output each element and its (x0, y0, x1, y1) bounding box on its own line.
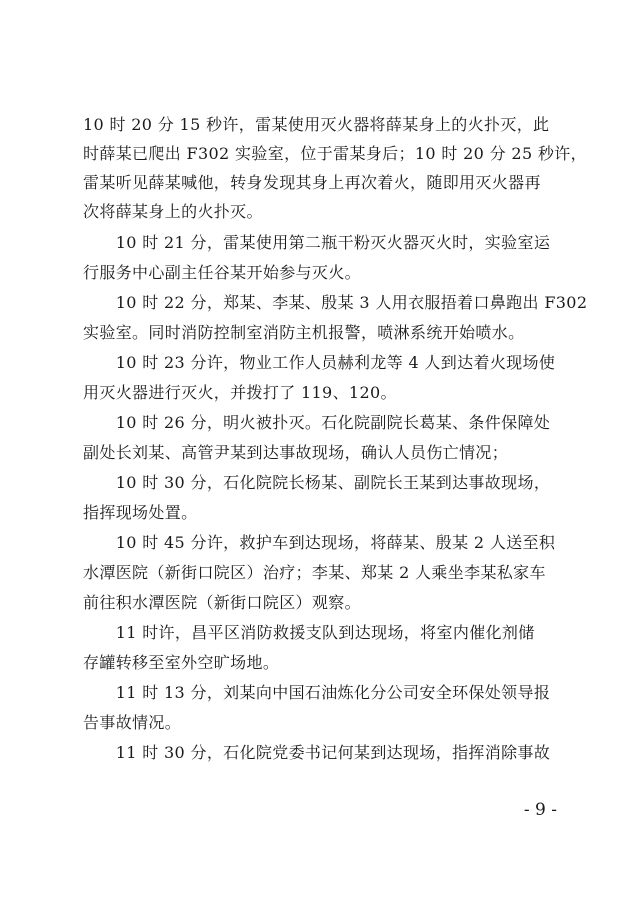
text-line-7: 10 时 22 分，郑某、李某、殷某 3 人用衣服捂着口鼻跑出 F302 (83, 293, 588, 312)
text-line-22: 11 时 30 分，石化院党委书记何某到达现场，指挥消除事故 (83, 743, 551, 762)
text-line-20: 11 时 13 分，刘某向中国石油炼化分公司安全环保处领导报 (83, 683, 551, 702)
text-line-14: 指挥现场处置。 (83, 503, 198, 522)
text-line-18: 11 时许，昌平区消防救援支队到达现场，将室内催化剂储 (83, 623, 535, 642)
text-line-8: 实验室。同时消防控制室消防主机报警，喷淋系统开始喷水。 (83, 323, 525, 342)
text-line-11: 10 时 26 分，明火被扑灭。石化院副院长葛某、条件保障处 (83, 413, 551, 432)
text-line-13: 10 时 30 分，石化院院长杨某、副院长王某到达事故现场， (83, 473, 551, 492)
text-line-12: 副处长刘某、高管尹某到达事故现场，确认人员伤亡情况； (83, 443, 509, 462)
text-line-16: 水潭医院（新街口院区）治疗；李某、郑某 2 人乘坐李某私家车 (83, 563, 546, 582)
text-line-1: 10 时 20 分 15 秒许，雷某使用灭火器将薛某身上的火扑灭，此 (83, 115, 550, 134)
text-line-3: 雷某听见薛某喊他，转身发现其身上再次着火，随即用灭火器再 (83, 173, 541, 192)
text-line-10: 用灭火器进行灭火，并拨打了 119、120。 (83, 383, 397, 402)
text-line-17: 前往积水潭医院（新街口院区）观察。 (83, 593, 361, 612)
text-line-4: 次将薛某身上的火扑灭。 (83, 202, 263, 221)
text-line-9: 10 时 23 分许，物业工作人员赫利龙等 4 人到达着火现场使 (83, 353, 556, 372)
text-line-5: 10 时 21 分，雷某使用第二瓶干粉灭火器灭火时，实验室运 (83, 233, 551, 252)
text-line-2: 时薛某已爬出 F302 实验室，位于雷某身后；10 时 20 分 25 秒许， (83, 144, 587, 163)
text-line-6: 行服务中心副主任谷某开始参与灭火。 (83, 263, 361, 282)
text-line-19: 存罐转移至室外空旷场地。 (83, 653, 280, 672)
text-line-15: 10 时 45 分许，救护车到达现场，将薛某、殷某 2 人送至积 (83, 533, 556, 552)
text-line-21: 告事故情况。 (83, 713, 182, 732)
page-number: - 9 - (523, 800, 557, 820)
